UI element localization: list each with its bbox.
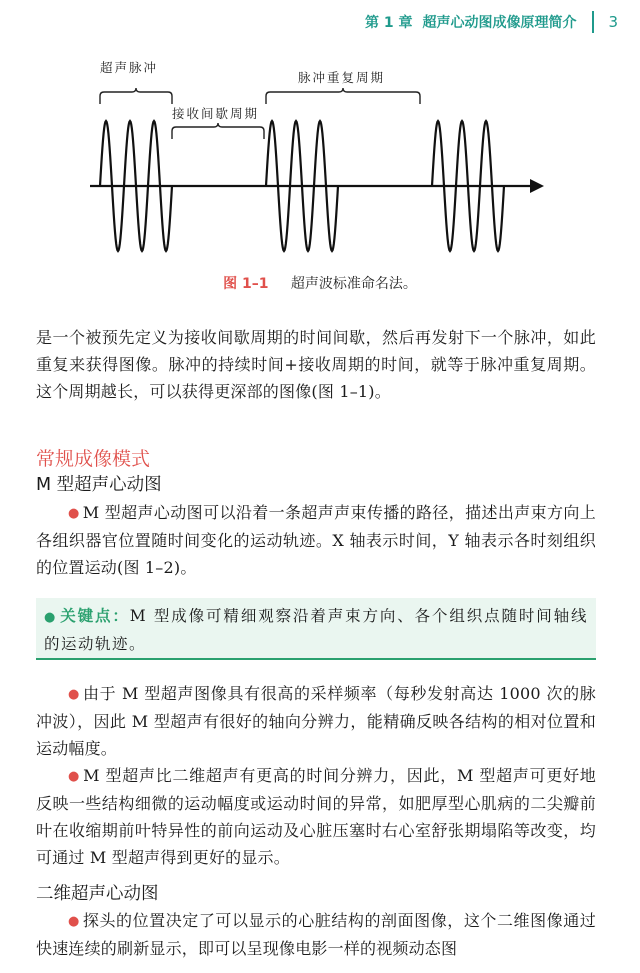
- running-header: [365, 10, 618, 34]
- bracket-receive: [172, 123, 264, 139]
- label-repetition: 脉冲重复周期: [298, 70, 386, 85]
- intro-paragraph: 是一个被预先定义为接收间歇周期的时间间歇，然后再发射下一个脉冲，如此重复来获得图像。脉冲的持续时间+接收周期的时间，就等于脉冲重复周期。这个周期越长，可以获得更深部的图像(图 1–1)。: [36, 328, 596, 401]
- keypoint-text: M 型成像可精细观察沿着声束方向、各个组织点随时间轴线的运动轨迹。: [44, 607, 588, 653]
- keypoint-text-block: [44, 603, 588, 657]
- figure-caption: [0, 273, 640, 293]
- section-title: 常规成像模式: [36, 448, 151, 470]
- label-pulse: 超声脉冲: [100, 60, 159, 75]
- bullet-icon: ●: [68, 687, 80, 702]
- page-number: 3: [608, 13, 618, 31]
- two-d-heading: 二维超声心动图: [36, 884, 159, 904]
- m-mode-paragraph-3: [36, 762, 596, 871]
- m-mode-paragraph-1: [36, 499, 596, 581]
- pulse-diagram: [40, 42, 600, 312]
- two-d-paragraph-1-text: 探头的位置决定了可以显示的心脏结构的剖面图像，这个二维图像通过快速连续的刷新显示，即可以呈现像电影一样的视频动态图: [36, 911, 596, 958]
- bullet-icon: ●: [68, 769, 81, 784]
- m-mode-paragraph-2-text: 由于 M 型超声图像具有很高的采样频率（每秒发射高达 1000 次的脉冲波），因此 M 型超声有很好的轴向分辨力，能精确反映各结构的相对位置和运动幅度。: [36, 684, 596, 758]
- figure-caption-text: 超声波标准命名法。: [290, 276, 417, 292]
- m-mode-paragraph-2: [36, 680, 596, 762]
- bracket-repetition: [266, 88, 420, 104]
- header-divider: [592, 11, 594, 33]
- keypoint-label: 关键点：: [60, 607, 130, 625]
- bullet-icon: ●: [68, 506, 80, 521]
- figure-number: 图 1–1: [223, 276, 269, 292]
- m-mode-paragraph-3-text: M 型超声比二维超声有更高的时间分辨力，因此，M 型超声可更好地反映一些结构细微的运动幅度或运动时间的异常，如肥厚型心肌病的二尖瓣前叶在收缩期前叶特异性的前向运动及心脏压塞时右心室舒张期塌陷等改变，均可通过 M 型超声得到更好的显示。: [36, 766, 597, 867]
- keypoint-box: [36, 598, 596, 660]
- keypoint-bullet-icon: ●: [44, 610, 58, 625]
- label-receive: 接收间歇周期: [172, 106, 260, 121]
- bracket-pulse: [100, 88, 172, 104]
- m-mode-paragraph-1-text: M 型超声心动图可以沿着一条超声声束传播的路径，描述出声束方向上各组织器官位置随时间变化的运动轨迹。X 轴表示时间，Y 轴表示各时刻组织的位置运动(图 1–2)。: [36, 503, 597, 577]
- time-axis-arrow: [530, 179, 544, 193]
- m-mode-heading: M 型超声心动图: [36, 475, 162, 495]
- chapter-number: 第 1 章: [364, 15, 413, 31]
- bullet-icon: ●: [68, 914, 80, 929]
- chapter-title: 超声心动图成像原理简介: [422, 15, 577, 31]
- two-d-paragraph-1: [36, 907, 596, 962]
